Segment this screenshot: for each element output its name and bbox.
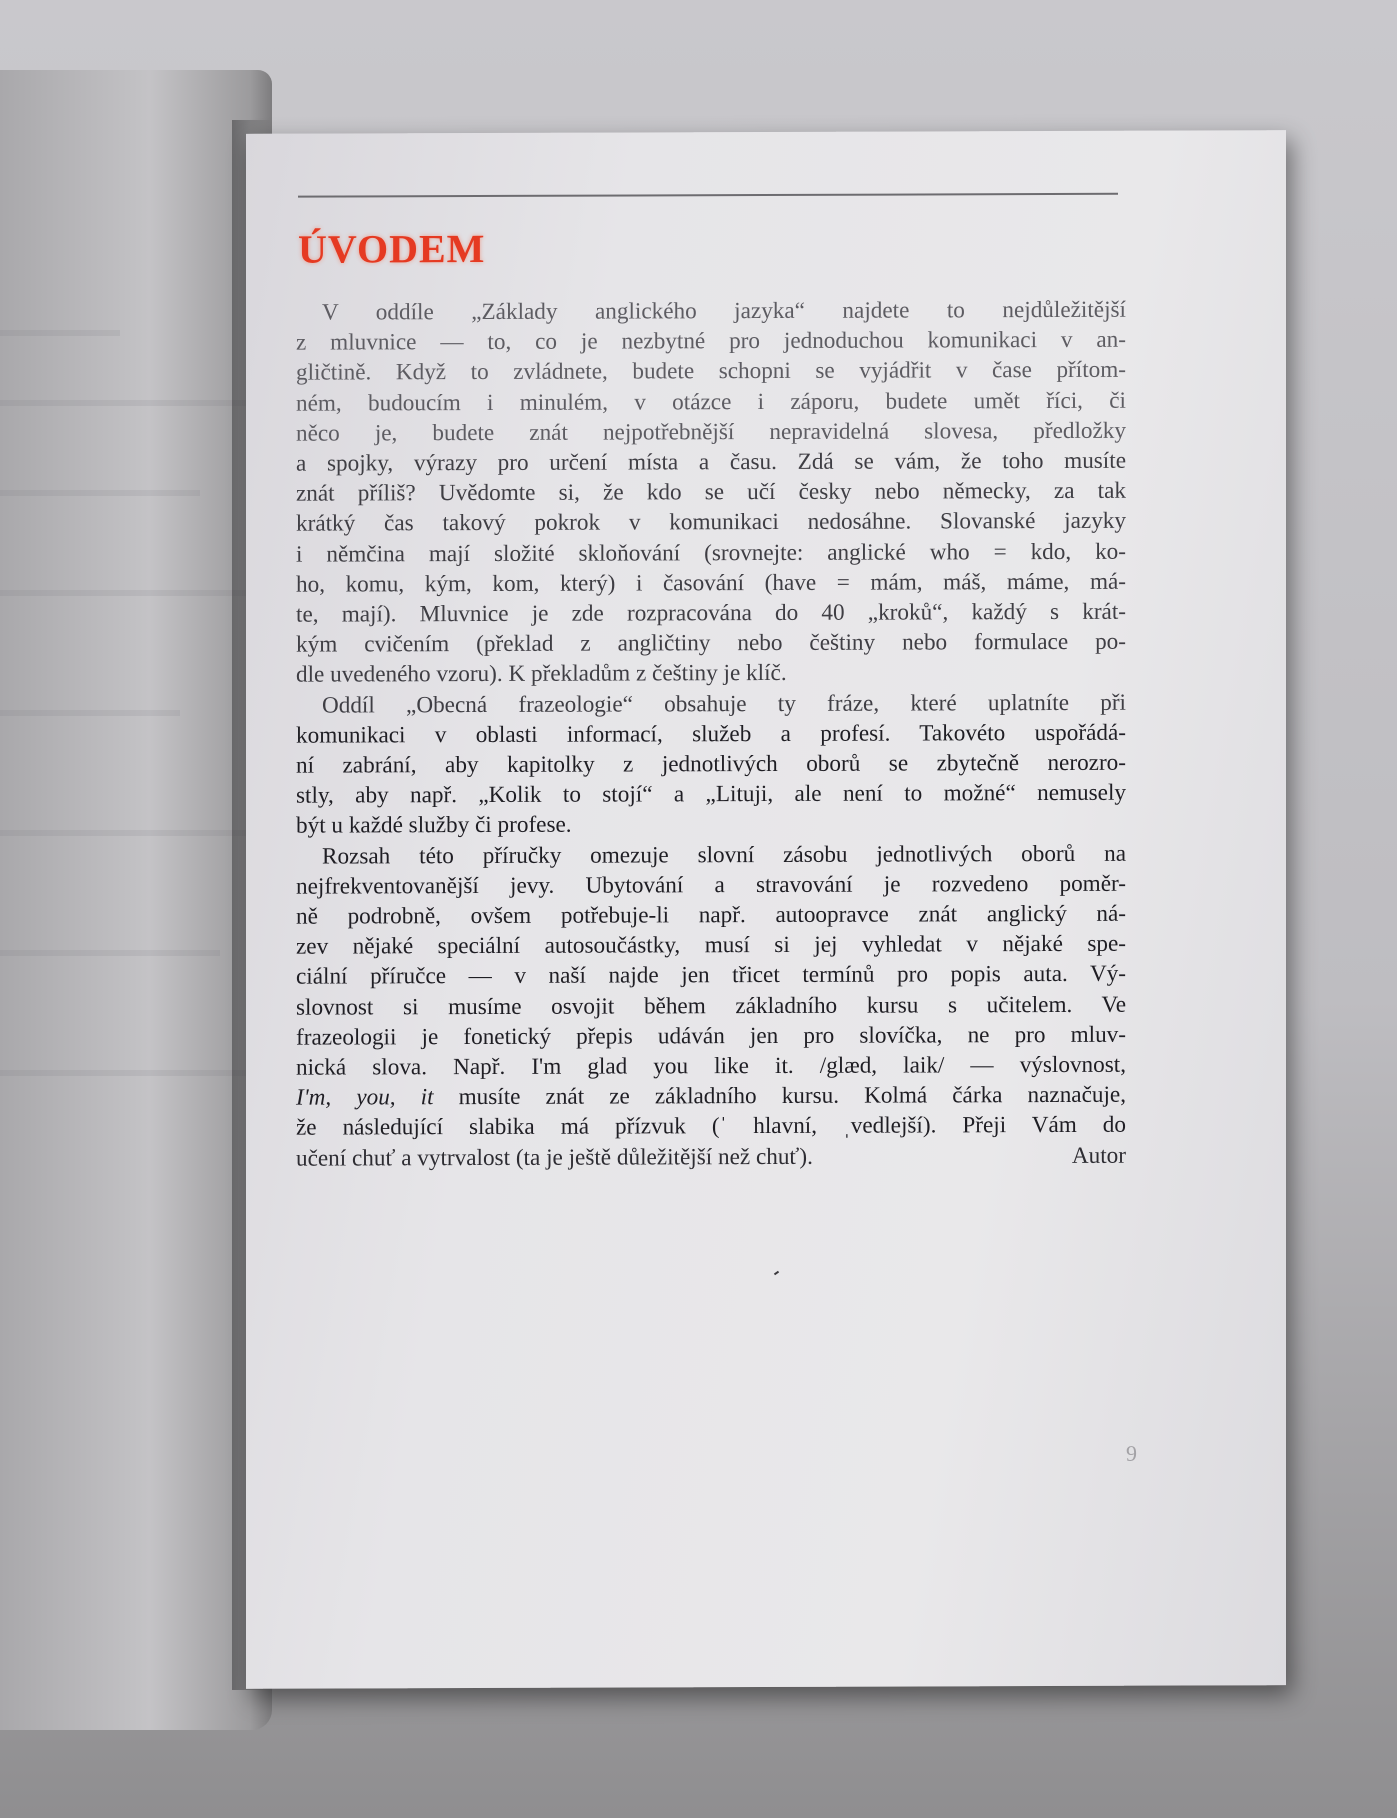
text-line: ní zabrání, aby kapitolky z jednotlivých oborů se zbytečně nerozro- [296, 749, 1126, 779]
text-line-with-italics [296, 1080, 1126, 1113]
bleed-through-line [0, 400, 250, 406]
text-line: dle uvedeného vzoru). K překladům z češtiny je klíč. [296, 660, 787, 689]
text-line: kým cvičením (překlad z angličtiny nebo češtiny nebo formulace po- [296, 628, 1126, 658]
chapter-heading: ÚVODEM [298, 225, 486, 272]
text-line: krátký čas takový pokrok v komunikaci nedosáhne. Slovanské jazyky [296, 508, 1126, 538]
text-line: komunikaci v oblasti informací, služeb a profesí. Takovéto uspořádá- [296, 719, 1126, 749]
text-line: Oddíl „Obecná frazeologie“ obsahuje ty fráze, které uplatníte při [322, 689, 1126, 719]
text-line: ně podrobně, ovšem potřebuje-li např. autoopravce znát anglický ná- [296, 900, 1126, 930]
page-number: 9 [1126, 1440, 1137, 1466]
ink-speck [774, 1271, 779, 1276]
text-line: ho, komu, kým, kom, který) i časování (have = mám, máš, máme, má- [296, 568, 1126, 598]
bleed-through-line [0, 830, 250, 836]
bleed-through-line [0, 490, 200, 496]
text-line: že následující slabika má přízvuk (ˈ hlavní, ˌvedlejší). Přeji Vám do [296, 1112, 1126, 1142]
bleed-through-line [0, 1070, 250, 1076]
italic-word: you, [356, 1084, 396, 1111]
text-line: z mluvnice — to, co je nezbytné pro jednoduchou komunikaci v an- [296, 326, 1126, 356]
italic-word: it [420, 1084, 434, 1111]
text-line: stly, aby např. „Kolik to stojí“ a „Lituji, ale není to možné“ nemusely [296, 779, 1126, 809]
text-line: te, mají). Mluvnice je zde rozpracována do 40 „kroků“, každý s krát- [296, 598, 1126, 628]
text-segment: učení chuť a vytrvalost (ta je ještě důležitější než chuť). [296, 1143, 813, 1172]
text-line: Rozsah této příručky omezuje slovní zásobu jednotlivých oborů na [322, 840, 1126, 870]
text-line: znát příliš? Uvědomte si, že kdo se učí česky nebo německy, za tak [296, 477, 1126, 507]
text-line: gličtině. Když to zvládnete, budete schopni se vyjádřit v čase přítom- [296, 357, 1126, 387]
right-page [246, 130, 1286, 1689]
text-line: i němčina mají složité skloňování (srovnejte: anglické who = kdo, ko- [296, 538, 1126, 568]
text-segment: musíte znát ze základního kursu. Kolmá čárka naznačuje, [458, 1082, 1127, 1111]
top-rule [298, 193, 1118, 198]
bleed-through-line [0, 590, 250, 596]
signoff-line [296, 1140, 1126, 1173]
text-line: nická slova. Např. I'm glad you like it. /glæd, laik/ — výslovnost, [296, 1051, 1126, 1081]
bleed-through-line [0, 950, 220, 956]
bleed-through-line [0, 330, 120, 336]
text-line: slovnost si musíme osvojit během základního kursu s učitelem. Ve [296, 991, 1126, 1021]
text-line: V oddíle „Základy anglického jazyka“ najdete to nejdůležitější [322, 296, 1126, 326]
author-signature: Autor [1071, 1142, 1126, 1169]
text-line: a spojky, výrazy pro určení místa a času. Zdá se vám, že toho musíte [296, 447, 1126, 477]
text-line: být u každé služby či profese. [296, 812, 572, 840]
text-line: něco je, budete znát nejpotřebnější nepravidelná slovesa, předložky [296, 417, 1126, 447]
text-line: zev nějaké speciální autosoučástky, musí si jej vyhledat v nějaké spe- [296, 931, 1126, 960]
text-line: ciální příručce — v naší najde jen třicet termínů pro popis auta. Vý- [296, 961, 1126, 991]
body-text [296, 295, 1126, 1174]
text-line: ném, budoucím i minulém, v otázce i záporu, budete umět říci, či [296, 387, 1126, 417]
italic-word: I'm, [296, 1084, 332, 1111]
text-line: nejfrekventovanější jevy. Ubytování a stravování je rozvedeno poměr- [296, 870, 1126, 900]
text-line: frazeologii je fonetický přepis udáván jen pro slovíčka, ne pro mluv- [296, 1021, 1126, 1051]
bleed-through-line [0, 710, 180, 716]
